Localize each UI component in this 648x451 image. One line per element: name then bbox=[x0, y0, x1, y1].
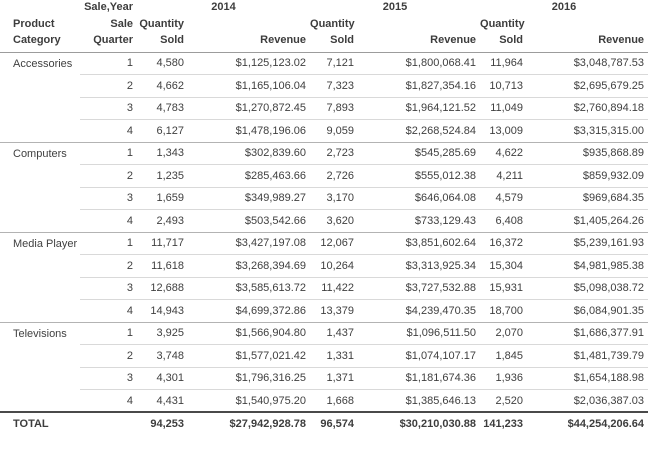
quantity-cell: 2,493 bbox=[137, 210, 188, 233]
table-row bbox=[0, 165, 648, 188]
revenue-cell: $5,098,038.72 bbox=[527, 277, 648, 300]
revenue-cell: $1,827,354.16 bbox=[358, 75, 480, 98]
revenue-header-2014: Revenue bbox=[188, 16, 310, 52]
revenue-cell: $1,481,739.79 bbox=[527, 345, 648, 368]
table-row bbox=[0, 142, 648, 165]
quantity-cell: 4,662 bbox=[137, 75, 188, 98]
table-row bbox=[0, 75, 648, 98]
quantity-cell: 16,372 bbox=[480, 232, 527, 255]
quarter-cell: 1 bbox=[80, 232, 137, 255]
revenue-cell: $1,125,123.02 bbox=[235, 57, 307, 70]
revenue-cell: $1,478,196.06 bbox=[188, 120, 310, 143]
revenue-cell: $3,313,925.34 bbox=[358, 255, 480, 278]
table-row bbox=[0, 97, 648, 120]
quantity-cell: 15,304 bbox=[480, 255, 527, 278]
revenue-cell: $1,540,975.20 bbox=[188, 390, 310, 413]
quantity-cell: 4,622 bbox=[480, 142, 527, 165]
revenue-cell: $733,129.43 bbox=[358, 210, 480, 233]
quantity-cell: 4,301 bbox=[137, 367, 188, 390]
revenue-cell: $1,181,674.36 bbox=[358, 367, 480, 390]
quantity-cell: 10,264 bbox=[310, 255, 358, 278]
revenue-cell: $2,268,524.84 bbox=[358, 120, 480, 143]
quantity-cell: 1,936 bbox=[480, 367, 527, 390]
quarter-cell: 1 bbox=[80, 142, 137, 165]
total-quantity-2015: 96,574 bbox=[310, 412, 358, 434]
total-revenue-2014: $27,942,928.78 bbox=[188, 412, 310, 434]
quantity-cell: 1,331 bbox=[310, 345, 358, 368]
revenue-cell: $2,036,387.03 bbox=[527, 390, 648, 413]
quantity-cell: 7,323 bbox=[310, 75, 358, 98]
quantity-cell: 18,700 bbox=[480, 300, 527, 323]
revenue-cell: $1,796,316.25 bbox=[188, 367, 310, 390]
quantity-cell: 11,964 bbox=[490, 57, 524, 70]
year-header-2015: 2015 bbox=[382, 1, 408, 14]
quantity-cell: 4,783 bbox=[137, 97, 188, 120]
quantity-cell: 3,925 bbox=[137, 322, 188, 345]
year-header-2016: 2016 bbox=[551, 1, 577, 14]
revenue-cell: $1,686,377.91 bbox=[527, 322, 648, 345]
quarter-cell: 3 bbox=[80, 97, 137, 120]
revenue-cell: $285,463.66 bbox=[188, 165, 310, 188]
quantity-cell: 13,379 bbox=[310, 300, 358, 323]
quantity-cell: 12,688 bbox=[137, 277, 188, 300]
revenue-cell: $1,964,121.52 bbox=[358, 97, 480, 120]
year-header-row bbox=[0, 0, 648, 16]
revenue-cell: $3,427,197.08 bbox=[188, 232, 310, 255]
revenue-cell: $969,684.35 bbox=[527, 187, 648, 210]
quantity-cell: 6,127 bbox=[137, 120, 188, 143]
table-row bbox=[0, 367, 648, 390]
table-row bbox=[0, 120, 648, 143]
revenue-cell: $2,695,679.25 bbox=[527, 75, 648, 98]
total-revenue-2016: $44,254,206.64 bbox=[527, 412, 648, 434]
quantity-cell: 9,059 bbox=[310, 120, 358, 143]
revenue-cell: $1,385,646.13 bbox=[358, 390, 480, 413]
quarter-cell: 1 bbox=[80, 322, 137, 345]
sale-year-header: Sale,Year bbox=[84, 1, 133, 14]
revenue-cell: $3,585,613.72 bbox=[188, 277, 310, 300]
quarter-cell: 2 bbox=[80, 165, 137, 188]
quantity-cell: 15,931 bbox=[480, 277, 527, 300]
product-category-header: Product Category bbox=[0, 16, 80, 52]
revenue-cell: $555,012.38 bbox=[358, 165, 480, 188]
quarter-cell: 4 bbox=[80, 390, 137, 413]
quantity-cell: 2,520 bbox=[480, 390, 527, 413]
revenue-cell: $859,932.09 bbox=[527, 165, 648, 188]
revenue-cell: $935,868.89 bbox=[527, 142, 648, 165]
revenue-cell: $5,239,161.93 bbox=[527, 232, 648, 255]
quantity-cell: 6,408 bbox=[480, 210, 527, 233]
revenue-cell: $349,989.27 bbox=[188, 187, 310, 210]
revenue-cell: $1,566,904.80 bbox=[188, 322, 310, 345]
quarter-cell: 2 bbox=[80, 345, 137, 368]
quantity-cell: 11,618 bbox=[137, 255, 188, 278]
year-header-2014: 2014 bbox=[211, 1, 236, 14]
table-row bbox=[0, 322, 648, 345]
quantity-cell: 10,713 bbox=[480, 75, 527, 98]
quantity-cell: 14,943 bbox=[137, 300, 188, 323]
quantity-cell: 1,343 bbox=[137, 142, 188, 165]
revenue-cell: $1,405,264.26 bbox=[527, 210, 648, 233]
quantity-cell: 1,659 bbox=[137, 187, 188, 210]
quantity-cell: 2,726 bbox=[310, 165, 358, 188]
revenue-cell: $4,699,372.86 bbox=[188, 300, 310, 323]
revenue-cell: $3,727,532.88 bbox=[358, 277, 480, 300]
total-quantity-2016: 141,233 bbox=[480, 412, 527, 434]
quantity-cell: 1,845 bbox=[480, 345, 527, 368]
total-quantity-2014: 94,253 bbox=[137, 412, 188, 434]
corner-spacer bbox=[0, 0, 80, 16]
table-row bbox=[0, 210, 648, 233]
quantity-cell: 12,067 bbox=[310, 232, 358, 255]
table-row bbox=[0, 52, 648, 75]
table-row bbox=[0, 255, 648, 278]
table-footer bbox=[0, 412, 648, 434]
quantity-sold-header-2015: Quantity Sold bbox=[310, 16, 358, 52]
quarter-cell: 4 bbox=[80, 210, 137, 233]
measure-header-row bbox=[0, 16, 648, 52]
revenue-cell: $1,800,068.41 bbox=[405, 57, 477, 70]
category-cell: Accessories bbox=[13, 57, 73, 70]
revenue-cell: $4,239,470.35 bbox=[358, 300, 480, 323]
quantity-cell: 4,431 bbox=[137, 390, 188, 413]
quantity-cell: 13,009 bbox=[480, 120, 527, 143]
revenue-cell: $1,074,107.17 bbox=[358, 345, 480, 368]
revenue-cell: $302,839.60 bbox=[188, 142, 310, 165]
revenue-cell: $646,064.08 bbox=[358, 187, 480, 210]
quarter-cell: 2 bbox=[80, 75, 137, 98]
quarter-cell: 3 bbox=[80, 187, 137, 210]
quantity-cell: 3,620 bbox=[310, 210, 358, 233]
quantity-cell: 7,893 bbox=[310, 97, 358, 120]
revenue-header-2016: Revenue bbox=[527, 16, 648, 52]
sale-quarter-header: Sale Quarter bbox=[80, 16, 137, 52]
quantity-cell: 11,049 bbox=[480, 97, 527, 120]
quantity-cell: 11,422 bbox=[310, 277, 358, 300]
quantity-cell: 4,579 bbox=[480, 187, 527, 210]
revenue-cell: $1,096,511.50 bbox=[358, 322, 480, 345]
revenue-cell: $6,084,901.35 bbox=[527, 300, 648, 323]
category-cell: Media Player bbox=[0, 232, 80, 322]
table-row bbox=[0, 232, 648, 255]
quantity-cell: 3,748 bbox=[137, 345, 188, 368]
revenue-cell: $1,165,106.04 bbox=[188, 75, 310, 98]
table-row bbox=[0, 390, 648, 413]
quantity-cell: 4,580 bbox=[156, 57, 184, 70]
quantity-cell: 1,235 bbox=[137, 165, 188, 188]
quantity-cell: 1,668 bbox=[310, 390, 358, 413]
quantity-sold-header-2014: Quantity Sold bbox=[137, 16, 188, 52]
quarter-cell: 3 bbox=[80, 277, 137, 300]
quantity-cell: 11,717 bbox=[137, 232, 188, 255]
revenue-cell: $3,851,602.64 bbox=[358, 232, 480, 255]
quantity-cell: 7,121 bbox=[326, 57, 355, 70]
quarter-cell: 4 bbox=[80, 300, 137, 323]
revenue-cell: $3,048,787.53 bbox=[573, 57, 645, 70]
table-row bbox=[0, 277, 648, 300]
revenue-cell: $503,542.66 bbox=[188, 210, 310, 233]
revenue-cell: $4,981,985.38 bbox=[527, 255, 648, 278]
table-row bbox=[0, 345, 648, 368]
quarter-cell: 4 bbox=[80, 120, 137, 143]
revenue-cell: $545,285.69 bbox=[358, 142, 480, 165]
revenue-cell: $3,315,315.00 bbox=[527, 120, 648, 143]
quantity-cell: 3,170 bbox=[310, 187, 358, 210]
total-label: TOTAL bbox=[0, 412, 137, 434]
category-cell: Computers bbox=[0, 142, 80, 232]
quantity-cell: 2,723 bbox=[310, 142, 358, 165]
quarter-cell: 3 bbox=[80, 367, 137, 390]
revenue-cell: $1,577,021.42 bbox=[188, 345, 310, 368]
quarter-cell: 2 bbox=[80, 255, 137, 278]
quantity-cell: 4,211 bbox=[480, 165, 527, 188]
table-row bbox=[0, 187, 648, 210]
quarter-cell: 1 bbox=[126, 57, 133, 70]
total-revenue-2015: $30,210,030.88 bbox=[358, 412, 480, 434]
revenue-cell: $1,654,188.98 bbox=[527, 367, 648, 390]
revenue-cell: $1,270,872.45 bbox=[188, 97, 310, 120]
table-row bbox=[0, 300, 648, 323]
total-row bbox=[0, 412, 648, 434]
revenue-cell: $2,760,894.18 bbox=[527, 97, 648, 120]
quantity-cell: 1,371 bbox=[310, 367, 358, 390]
quantity-cell: 2,070 bbox=[480, 322, 527, 345]
revenue-cell: $3,268,394.69 bbox=[188, 255, 310, 278]
quantity-cell: 1,437 bbox=[310, 322, 358, 345]
table-body bbox=[0, 52, 648, 412]
category-cell: Televisions bbox=[0, 322, 80, 412]
quantity-sold-header-2016: Quantity Sold bbox=[480, 16, 527, 52]
revenue-header-2015: Revenue bbox=[358, 16, 480, 52]
table-header bbox=[0, 0, 648, 52]
